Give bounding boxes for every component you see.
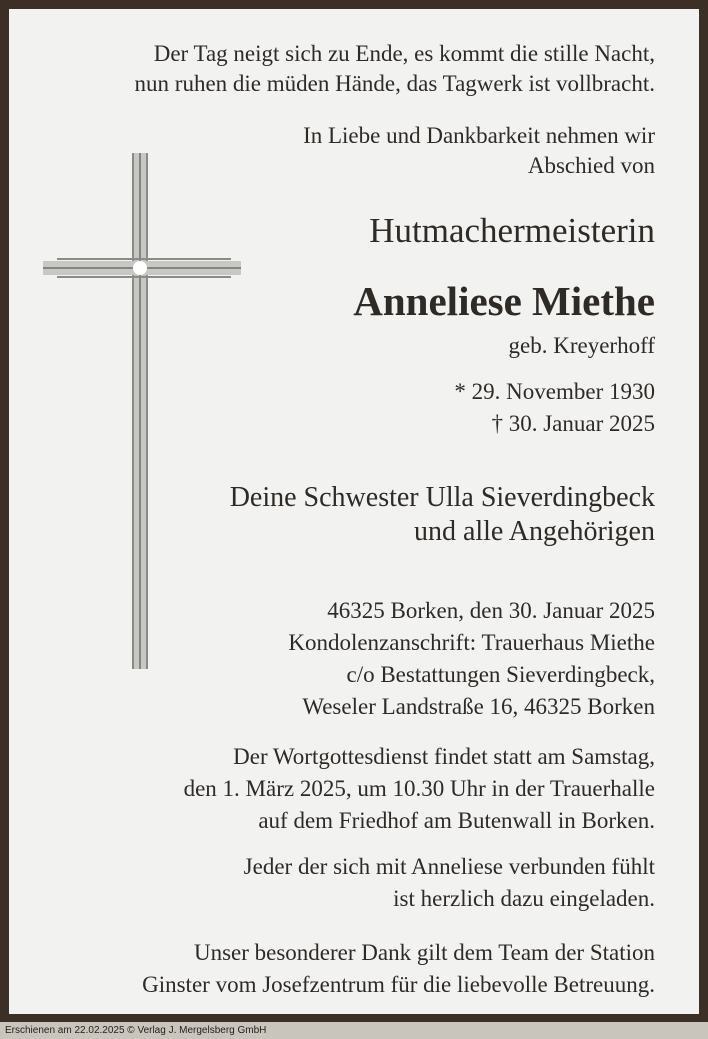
death-date: † 30. Januar 2025 [491, 411, 655, 436]
address-line: Kondolenzanschrift: Trauerhaus Miethe [288, 630, 655, 655]
intro-line: Abschied von [527, 153, 655, 178]
service-line: auf dem Friedhof am Butenwall in Borken. [258, 808, 655, 833]
deceased-title: Hutmachermeisterin [369, 211, 655, 250]
address-line: Weseler Landstraße 16, 46325 Borken [302, 694, 655, 719]
service-line: den 1. März 2025, um 10.30 Uhr in der Trauerhalle [183, 776, 655, 801]
notice-paper [9, 9, 699, 1014]
thanks [142, 937, 655, 1001]
service-info [184, 741, 655, 837]
address-line: 46325 Borken, den 30. Januar 2025 [327, 598, 655, 623]
invite-line: ist herzlich dazu eingeladen. [393, 886, 655, 911]
condolence-address [288, 595, 655, 723]
invitation [244, 851, 655, 915]
mourners-line: Deine Schwester Ulla Sieverdingbeck [229, 482, 655, 513]
publication-footer: Erschienen am 22.02.2025 © Verlag J. Mergelsberg GmbH [0, 1022, 708, 1039]
thanks-line: Ginster vom Josefzentrum für die liebevolle Betreuung. [142, 972, 655, 997]
verse [135, 39, 655, 99]
mourners-line: und alle Angehörigen [413, 516, 655, 547]
cross-center-dot [133, 261, 147, 275]
invite-line: Jeder der sich mit Anneliese verbunden fühlt [243, 854, 655, 879]
verse-line: Der Tag neigt sich zu Ende, es kommt die stille Nacht, [153, 41, 655, 66]
intro-line: In Liebe und Dankbarkeit nehmen wir [303, 123, 655, 148]
life-dates [454, 376, 655, 440]
cross-icon [43, 151, 243, 671]
birth-date: * 29. November 1930 [454, 379, 655, 404]
birth-name: geb. Kreyerhoff [508, 333, 655, 358]
intro-text [303, 121, 655, 181]
verse-line: nun ruhen die müden Hände, das Tagwerk ist vollbracht. [134, 71, 655, 96]
mourners [230, 481, 655, 549]
address-line: c/o Bestattungen Sieverdingbeck, [346, 662, 655, 687]
service-line: Der Wortgottesdienst findet statt am Samstag, [233, 744, 655, 769]
deceased-name: Anneliese Miethe [353, 278, 655, 324]
thanks-line: Unser besonderer Dank gilt dem Team der Station [193, 940, 655, 965]
